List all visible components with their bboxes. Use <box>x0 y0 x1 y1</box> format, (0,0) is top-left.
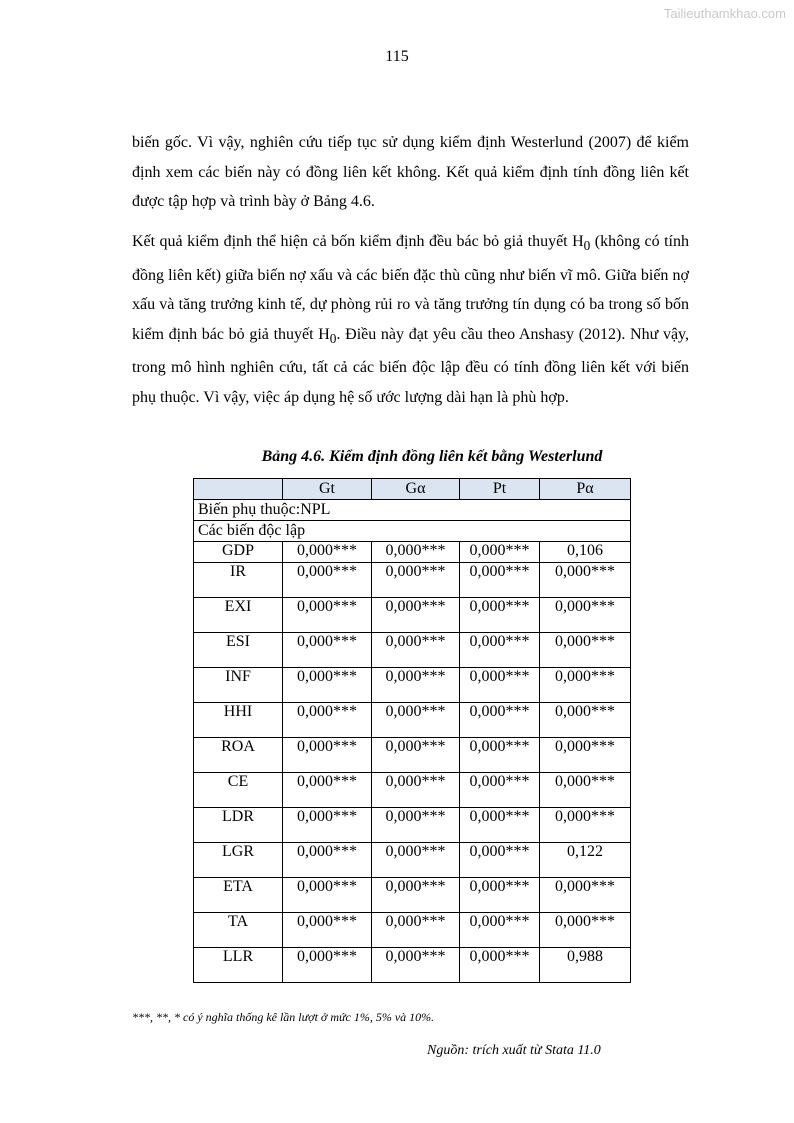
header-cell: Gα <box>372 479 460 500</box>
variable-name-cell: LLR <box>194 948 283 983</box>
p-value-cell: 0,000*** <box>283 563 372 598</box>
p-value-cell: 0,000*** <box>540 598 631 633</box>
table-row <box>194 913 631 948</box>
p-value-cell: 0,000*** <box>372 563 460 598</box>
p-value-cell: 0,000*** <box>283 913 372 948</box>
table-row <box>194 773 631 808</box>
p-value-cell: 0,000*** <box>372 808 460 843</box>
table-row <box>194 542 631 563</box>
table-row <box>194 598 631 633</box>
table-row <box>194 948 631 983</box>
p-value-cell: 0,000*** <box>460 633 540 668</box>
table-row <box>194 668 631 703</box>
p-value-cell: 0,000*** <box>460 598 540 633</box>
variable-name-cell: LGR <box>194 843 283 878</box>
p-value-cell: 0,000*** <box>460 563 540 598</box>
p-value-cell: 0,000*** <box>372 668 460 703</box>
table-row <box>194 563 631 598</box>
p-value-cell: 0,000*** <box>460 703 540 738</box>
table-row <box>194 808 631 843</box>
variable-name-cell: LDR <box>194 808 283 843</box>
paragraph-2-part-2: (không có tính đồng liên kết) giữa biến nợ xấu và các biến đặc thù cũng như biến vĩ mô. Giữa biến nợ xấu và tăng trưởng kinh tế, dự phòng rủi ro và tăng trưởng tín dụng có ba trong số bốn kiểm định bác bỏ giả thuyết H <box>132 233 689 343</box>
p-value-cell: 0,000*** <box>372 878 460 913</box>
header-cell: Pα <box>540 479 631 500</box>
variable-name-cell: ESI <box>194 633 283 668</box>
header-cell <box>194 479 283 500</box>
p-value-cell: 0,000*** <box>460 843 540 878</box>
p-value-cell: 0,000*** <box>540 703 631 738</box>
independent-variables-row <box>194 521 631 542</box>
p-value-cell: 0,000*** <box>283 948 372 983</box>
p-value-cell: 0,000*** <box>540 633 631 668</box>
p-value-cell: 0,000*** <box>460 668 540 703</box>
p-value-cell: 0,122 <box>540 843 631 878</box>
p-value-cell: 0,000*** <box>460 738 540 773</box>
variable-name-cell: ROA <box>194 738 283 773</box>
p-value-cell: 0,000*** <box>372 948 460 983</box>
p-value-cell: 0,000*** <box>540 878 631 913</box>
p-value-cell: 0,000*** <box>283 738 372 773</box>
p-value-cell: 0,000*** <box>283 668 372 703</box>
p-value-cell: 0,000*** <box>283 633 372 668</box>
p-value-cell: 0,000*** <box>372 773 460 808</box>
table-header-row <box>194 479 631 500</box>
p-value-cell: 0,000*** <box>540 738 631 773</box>
paragraph-1: biến gốc. Vì vậy, nghiên cứu tiếp tục sử dụng kiểm định Westerlund (2007) để kiểm định xem các biến này có đồng liên kết không. Kết quả kiểm định tính đồng liên kết được tập hợp và trình bày ở Bảng 4.6. <box>132 134 689 210</box>
p-value-cell: 0,000*** <box>540 808 631 843</box>
p-value-cell: 0,000*** <box>460 773 540 808</box>
paragraph-2 <box>132 227 689 412</box>
p-value-cell: 0,000*** <box>372 843 460 878</box>
p-value-cell: 0,000*** <box>460 913 540 948</box>
dependent-variable-row <box>194 500 631 521</box>
paragraph-2-part-1: Kết quả kiểm định thể hiện cả bốn kiểm định đều bác bỏ giả thuyết H <box>132 233 584 250</box>
p-value-cell: 0,000*** <box>372 703 460 738</box>
table-row <box>194 878 631 913</box>
p-value-cell: 0,000*** <box>540 773 631 808</box>
p-value-cell: 0,000*** <box>540 563 631 598</box>
p-value-cell: 0,000*** <box>283 542 372 563</box>
p-value-cell: 0,000*** <box>372 542 460 563</box>
p-value-cell: 0,000*** <box>540 668 631 703</box>
variable-name-cell: ETA <box>194 878 283 913</box>
table-row <box>194 843 631 878</box>
table-row <box>194 703 631 738</box>
p-value-cell: 0,000*** <box>372 913 460 948</box>
dependent-variable-label: Biến phụ thuộc:NPL <box>194 500 631 521</box>
p-value-cell: 0,000*** <box>372 598 460 633</box>
p-value-cell: 0,000*** <box>283 703 372 738</box>
table-footnote: ***, **, * có ý nghĩa thống kê lần lượt ở mức 1%, 5% và 10%. <box>132 1010 435 1024</box>
variable-name-cell: IR <box>194 563 283 598</box>
page-number: 115 <box>385 48 409 65</box>
p-value-cell: 0,000*** <box>283 878 372 913</box>
table-row <box>194 738 631 773</box>
variable-name-cell: EXI <box>194 598 283 633</box>
p-value-cell: 0,000*** <box>540 913 631 948</box>
header-cell: Gt <box>283 479 372 500</box>
p-value-cell: 0,000*** <box>283 773 372 808</box>
variable-name-cell: HHI <box>194 703 283 738</box>
subscript-zero: 0 <box>583 238 591 254</box>
variable-name-cell: GDP <box>194 542 283 563</box>
p-value-cell: 0,106 <box>540 542 631 563</box>
p-value-cell: 0,000*** <box>460 948 540 983</box>
p-value-cell: 0,000*** <box>283 843 372 878</box>
p-value-cell: 0,000*** <box>372 738 460 773</box>
p-value-cell: 0,000*** <box>460 878 540 913</box>
p-value-cell: 0,000*** <box>460 808 540 843</box>
watermark: Tailieuthamkhao.com <box>663 6 786 21</box>
p-value-cell: 0,000*** <box>283 598 372 633</box>
p-value-cell: 0,000*** <box>283 808 372 843</box>
p-value-cell: 0,000*** <box>460 542 540 563</box>
variable-name-cell: CE <box>194 773 283 808</box>
p-value-cell: 0,988 <box>540 948 631 983</box>
variable-name-cell: TA <box>194 913 283 948</box>
subscript-zero: 0 <box>329 330 337 346</box>
p-value-cell: 0,000*** <box>372 633 460 668</box>
variable-name-cell: INF <box>194 668 283 703</box>
cointegration-table <box>193 478 631 983</box>
paragraph-2-part-3: . Điều này đạt yêu cầu theo Anshasy (2012). Như vậy, trong mô hình nghiên cứu, tất cả các biến độc lập đều có tính đồng liên kết với biến phụ thuộc. Vì vậy, việc áp dụng hệ số ước lượng dài hạn là phù hợp. <box>132 325 689 406</box>
independent-variables-label: Các biến độc lập <box>194 521 631 542</box>
header-cell: Pt <box>460 479 540 500</box>
table-source: Nguồn: trích xuất từ Stata 11.0 <box>427 1043 601 1058</box>
table-caption: Bảng 4.6. Kiểm định đồng liên kết bằng Westerlund <box>261 448 603 465</box>
table-row <box>194 633 631 668</box>
